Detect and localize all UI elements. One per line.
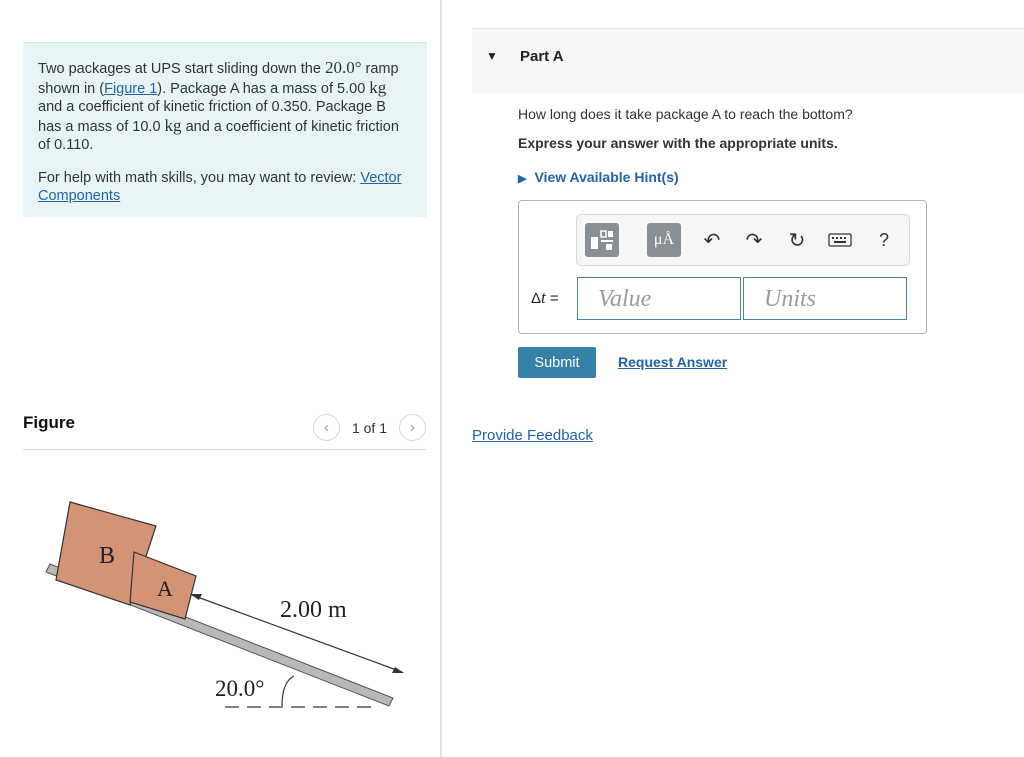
angle-arc: [282, 676, 294, 706]
ramp-figure: [20, 480, 420, 720]
unit-kg: kg: [164, 115, 182, 135]
unit-kg: kg: [369, 77, 387, 97]
arrowhead-end: [392, 667, 404, 673]
distance-label: 2.00 m: [280, 597, 347, 623]
problem-text-part: and a coefficient of kinetic friction of 0.110.: [38, 118, 399, 153]
value-input[interactable]: Value: [577, 277, 741, 320]
part-title: Part A: [520, 48, 564, 65]
help-text: [38, 169, 413, 206]
problem-text-part: ramp shown in (: [38, 61, 399, 97]
instruction-text: Express your answer with the appropriate units.: [518, 135, 838, 151]
column-divider: [440, 0, 442, 757]
variable-t: t: [541, 288, 546, 307]
undo-icon[interactable]: ↶: [703, 229, 721, 252]
keyboard-icon[interactable]: [823, 223, 857, 257]
units-icon[interactable]: [647, 223, 681, 257]
problem-text: [38, 59, 413, 155]
problem-text-part: Two packages at UPS start sliding down the: [38, 61, 325, 77]
hint-label: View Available Hint(s): [534, 169, 679, 185]
equals-sign: =: [545, 290, 559, 307]
provide-feedback-link[interactable]: Provide Feedback: [472, 427, 593, 444]
question-text: How long does it take package A to reach the bottom?: [518, 106, 853, 122]
answer-box: [518, 200, 927, 334]
request-answer-link[interactable]: Request Answer: [618, 354, 728, 370]
view-hints-link[interactable]: [518, 169, 679, 185]
templates-icon[interactable]: [585, 223, 619, 257]
figure-link[interactable]: Figure 1: [104, 80, 158, 97]
package-a-label: A: [157, 576, 173, 601]
caret-down-icon[interactable]: ▼: [486, 49, 498, 63]
chevron-left-icon[interactable]: ‹: [313, 414, 340, 441]
figure-title: Figure: [23, 413, 75, 432]
caret-right-icon: ▶: [518, 173, 527, 185]
math-toolbar: [576, 214, 910, 266]
reset-icon[interactable]: ↻: [788, 229, 806, 252]
submit-button[interactable]: Submit: [518, 347, 596, 378]
delta-symbol: Δ: [531, 290, 542, 307]
problem-statement: [23, 42, 427, 217]
pager-count: 1 of 1: [351, 419, 387, 436]
angle-label: 20.0°: [215, 676, 265, 701]
problem-text-part: and a coefficient of kinetic friction of 0.350. Package B has a mass of 10.0: [38, 99, 386, 135]
figure-pager: [313, 414, 426, 441]
equation-label: [531, 288, 559, 308]
chevron-right-icon[interactable]: ›: [399, 414, 426, 441]
help-icon[interactable]: ?: [878, 229, 889, 250]
help-text-label: For help with math skills, you may want to review:: [38, 169, 361, 186]
units-input[interactable]: Units: [743, 277, 907, 320]
vector-components-link[interactable]: Vector Components: [38, 169, 402, 204]
problem-text-part: ). Package A has a mass of 5.00: [157, 80, 370, 97]
units-icon-label: μÅ: [653, 231, 675, 248]
figure-header: [23, 410, 426, 450]
redo-icon[interactable]: ↷: [745, 229, 763, 252]
arrowhead-start: [190, 594, 202, 600]
ramp-angle: 20.0°: [324, 58, 362, 77]
package-b-label: B: [98, 543, 116, 569]
part-a-header[interactable]: [472, 28, 1024, 93]
